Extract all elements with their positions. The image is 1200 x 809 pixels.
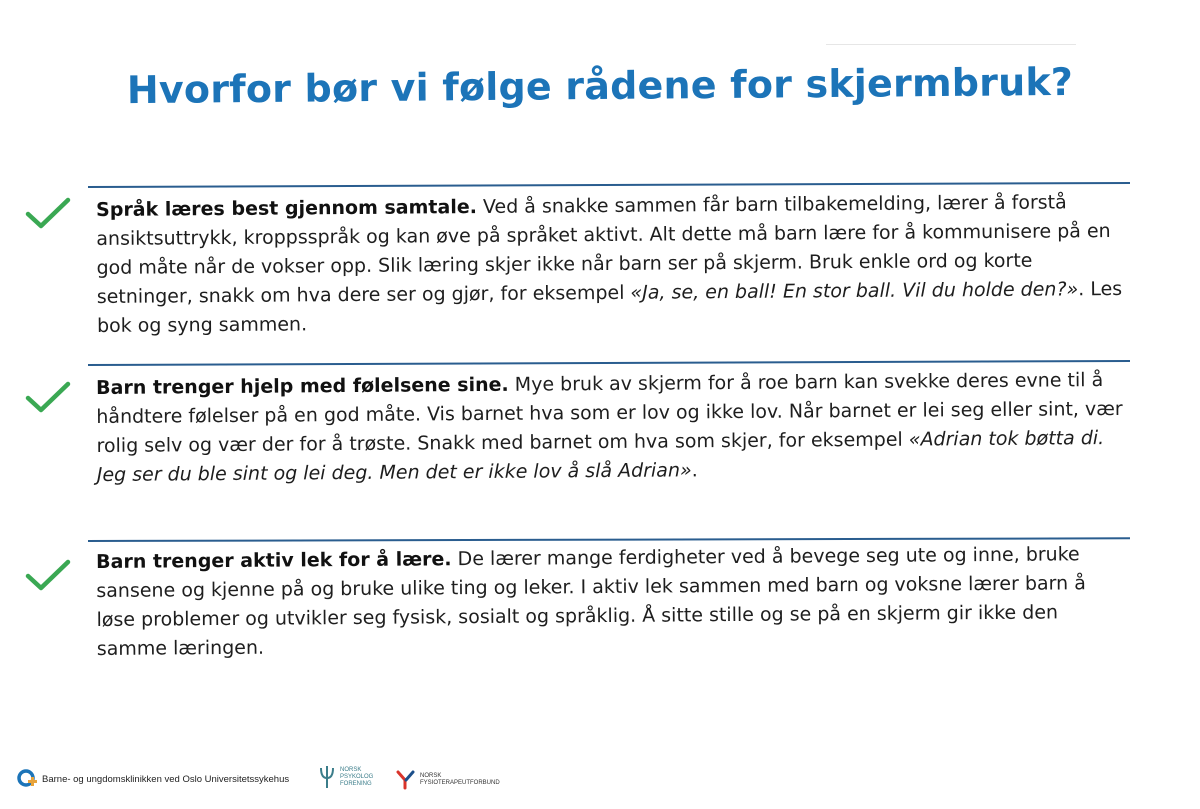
section-example: «Adrian tok bøtta di. Jeg ser du ble sint og lei deg. Men det er ikke lov å slå Adrian» — [96, 427, 1105, 486]
fysio-icon — [396, 770, 416, 790]
section-tail: . Les bok og syng sammen. — [96, 277, 1123, 337]
footer-logos — [0, 762, 1200, 802]
section-heading: Barn trenger aktiv lek for å lære. — [96, 548, 452, 573]
section-heading: Språk læres best gjennom samtale. — [96, 196, 477, 221]
psi-icon — [318, 764, 336, 790]
psykolog-logo — [318, 764, 386, 790]
fysio-line: NORSK — [420, 773, 442, 779]
psykolog-logo-text — [340, 767, 386, 788]
psykolog-line: NORSK — [340, 766, 362, 773]
checkmark-icon — [24, 556, 72, 596]
section-text — [96, 540, 1127, 664]
checkmark-icon — [24, 378, 72, 418]
ous-logo-icon — [16, 768, 38, 790]
ous-logo-text: Barne- og ungdomsklinikken ved Oslo Universitetssykehus — [42, 773, 290, 785]
section-text — [96, 366, 1127, 490]
checkmark-icon — [24, 194, 72, 234]
psykolog-line: PSYKOLOG — [340, 773, 374, 780]
fysio-logo-text — [420, 773, 500, 787]
fysio-line: FYSIOTERAPEUTFORBUND — [420, 780, 500, 786]
section-text — [96, 188, 1127, 341]
ous-logo — [16, 768, 289, 790]
section-tail: . — [691, 459, 698, 482]
section-heading: Barn trenger hjelp med følelsene sine. — [96, 373, 509, 399]
section-body: Mye bruk av skjerm for å roe barn kan svekke deres evne til å håndtere følelser på en god måte. Vis barnet hva som er lov og ikke lov. Når barnet er lei seg eller sint, vær rolig selv og vær der for å trøste. Snakk med barnet om hva som skjer, for eksempel — [96, 369, 1123, 457]
section-body: De lærer mange ferdigheter ved å bevege seg ute og inne, bruke sansene og kjenne på og bruke ulike ting og leker. I aktiv lek sammen med barn og voksne lærer barn å løse problemer og utvikler seg fysisk, sosialt og språklig. Å sitte stille og se på en skjerm gir ikke den samme læringen. — [96, 543, 1086, 660]
section-example: «Ja, se, en ball! En stor ball. Vil du holde den?» — [630, 278, 1079, 304]
psykolog-line: FORENING — [340, 780, 372, 787]
scan-artifact-line — [826, 44, 1076, 45]
page-title: Hvorfor bør vi følge rådene for skjermbruk? — [126, 59, 1074, 113]
section-divider — [88, 360, 1130, 366]
fysioterapeut-logo — [396, 770, 500, 790]
section-divider — [88, 182, 1130, 188]
section-body: Ved å snakke sammen får barn tilbakemelding, lærer å forstå ansiktsuttrykk, kroppsspråk og kan øve på språket aktivt. Alt dette må barn lære for å kommunisere på en god måte når de vokser opp. Slik læring skjer ikke når barn ser på skjerm. Bruk enkle ord og korte setninger, snakk om hva dere ser og gjør, for eksempel — [96, 191, 1111, 308]
